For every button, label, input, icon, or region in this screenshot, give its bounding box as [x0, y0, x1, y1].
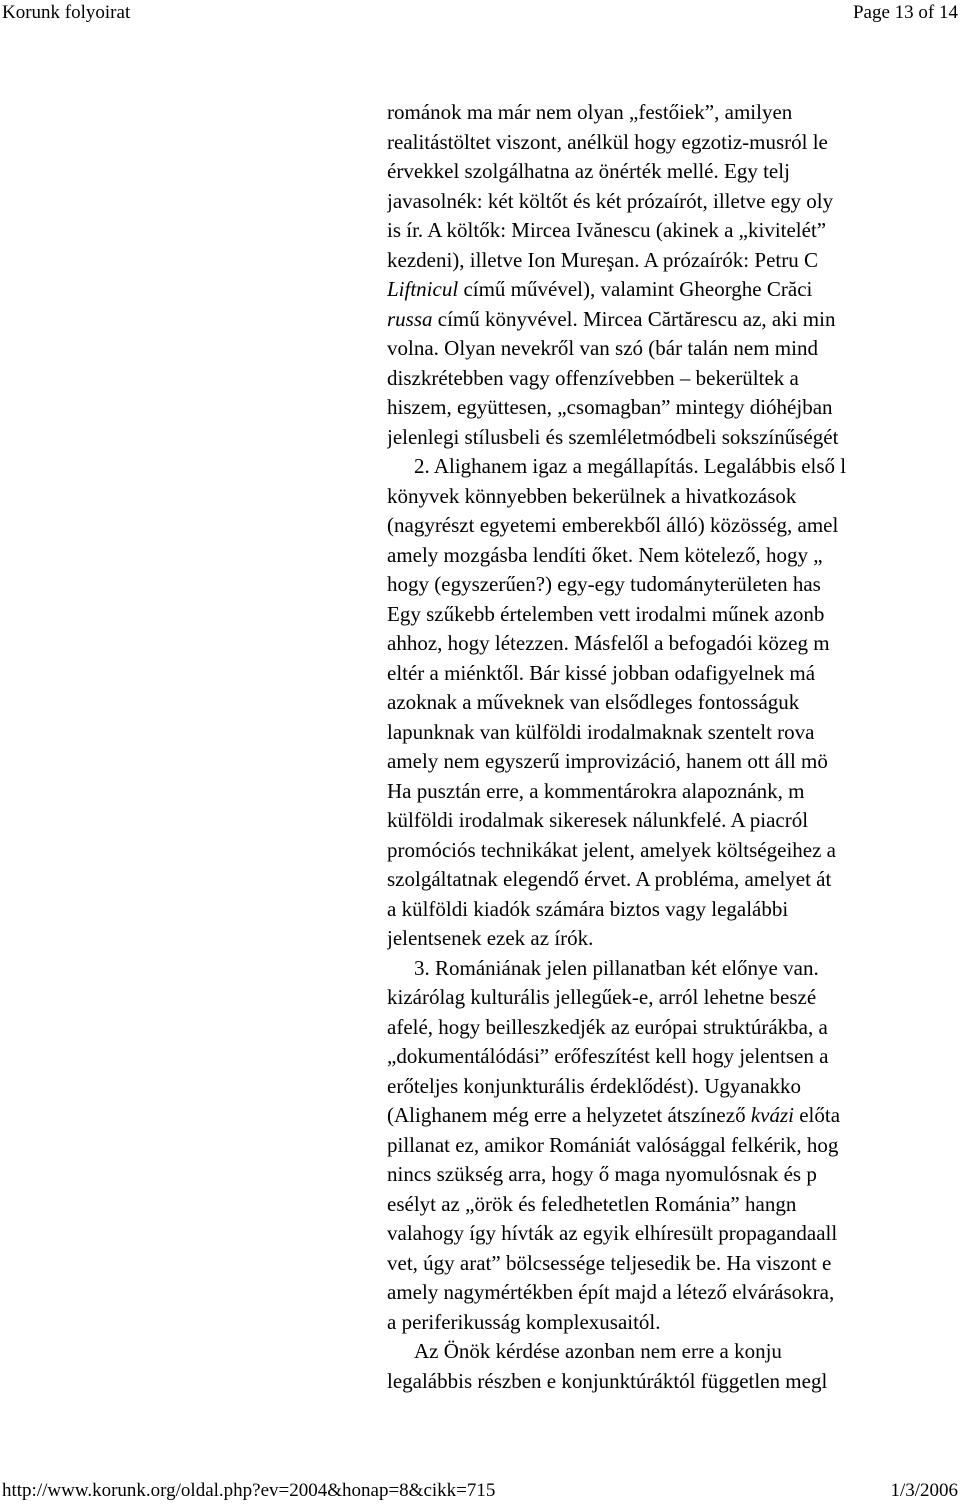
text-segment: legalábbis részben e konjunktúráktól független megl	[387, 1368, 828, 1393]
site-title: Korunk folyoirat	[2, 2, 131, 23]
text-segment: című művével), valamint Gheorghe Crăci	[458, 277, 813, 301]
text-line	[387, 777, 960, 807]
text-segment: valahogy így hívták az egyik elhíresült propagandaall	[387, 1221, 838, 1245]
italic-title: russa	[387, 306, 433, 331]
text-line	[387, 246, 960, 276]
italic-title: kvázi	[750, 1103, 794, 1127]
text-segment: a külföldi kiadók számára biztos vagy legalábbi	[387, 896, 789, 921]
text-line	[387, 806, 960, 836]
text-line	[387, 1367, 960, 1397]
text-segment: (nagyrészt egyetemi emberekből álló) közösség, amel	[387, 513, 839, 537]
text-line	[387, 924, 960, 954]
text-segment: realitástöltet viszont, anélkül hogy egzotiz-musról le	[387, 129, 828, 154]
text-line	[387, 334, 960, 364]
text-segment: erőteljes konjunkturális érdeklődést). Ugyanakko	[387, 1073, 802, 1098]
text-line	[387, 187, 960, 217]
text-line	[387, 718, 960, 748]
text-segment: Egy szűkebb értelemben vett irodalmi műnek azonb	[387, 601, 825, 626]
text-segment: is ír. A költők: Mircea Ivănescu (akinek a „kivitelét”	[387, 218, 827, 242]
text-line	[387, 482, 960, 512]
text-segment: nincs szükség arra, hogy ő maga nyomulósnak és p	[387, 1162, 817, 1186]
text-line	[387, 600, 960, 630]
text-line	[387, 98, 960, 128]
page-indicator: Page 13 of 14	[852, 2, 958, 23]
text-segment: külföldi irodalmak sikeresek nálunkfelé. A piacról	[387, 808, 809, 832]
text-segment: pillanat ez, amikor Romániát valósággal felkérik, hog	[387, 1132, 839, 1157]
text-line	[387, 895, 960, 925]
text-line	[387, 1160, 960, 1190]
text-line	[387, 1219, 960, 1249]
text-line	[387, 1101, 960, 1131]
text-segment: azoknak a műveknek van elsődleges fontosságuk	[387, 690, 800, 714]
text-line	[387, 452, 960, 482]
text-segment: előta	[793, 1103, 841, 1127]
text-segment: a periferikusság komplexusaitól.	[387, 1309, 661, 1334]
text-line	[387, 954, 960, 984]
text-segment: 3. Romániának jelen pillanatban két előnye van.	[414, 955, 819, 980]
text-line	[387, 1249, 960, 1279]
text-line	[387, 511, 960, 541]
text-line	[387, 1337, 960, 1367]
page-header	[0, 0, 960, 26]
text-segment: promóciós technikákat jelent, amelyek költségeihez a	[387, 837, 836, 862]
text-segment: jelentsenek ezek az írók.	[387, 926, 594, 950]
text-line	[387, 541, 960, 571]
text-segment: jelenlegi stílusbeli és szemléletmódbeli sokszínűségét	[387, 424, 839, 449]
text-line	[387, 836, 960, 866]
text-line	[387, 570, 960, 600]
page-url: http://www.korunk.org/oldal.php?ev=2004&honap=8&cikk=715	[2, 1480, 496, 1501]
text-segment: vet, úgy arat” bölcsessége teljesedik be. Ha viszont e	[387, 1250, 832, 1275]
text-line	[387, 1013, 960, 1043]
page-footer	[0, 1478, 960, 1504]
text-line	[387, 364, 960, 394]
text-line	[387, 1072, 960, 1102]
text-segment: kezdeni), illetve Ion Mureşan. A prózaírók: Petru C	[387, 247, 818, 272]
text-segment: szolgáltatnak elegendő érvet. A probléma, amelyet át	[387, 867, 832, 891]
text-segment: románok ma már nem olyan „festőiek”, amilyen	[387, 100, 793, 124]
text-line	[387, 393, 960, 423]
text-segment: lapunknak van külföldi irodalmaknak szentelt rova	[387, 719, 815, 744]
text-segment: volna. Olyan nevekről van szó (bár talán nem mind	[387, 336, 818, 360]
text-segment: eltér a miénktől. Bár kissé jobban odafigyelnek má	[387, 660, 816, 685]
text-segment: című könyvével. Mircea Cărtărescu az, aki min	[432, 306, 836, 331]
text-line	[387, 305, 960, 335]
text-segment: „dokumentálódási” erőfeszítést kell hogy jelentsen a	[387, 1044, 829, 1068]
print-date: 1/3/2006	[890, 1480, 958, 1501]
text-line	[387, 659, 960, 689]
text-line	[387, 865, 960, 895]
text-segment: kizárólag kulturális jellegűek-e, arról lehetne beszé	[387, 985, 817, 1009]
text-segment: ahhoz, hogy létezzen. Másfelől a befogadói közeg m	[387, 631, 830, 655]
text-segment: afelé, hogy beilleszkedjék az európai struktúrákba, a	[387, 1014, 828, 1039]
text-line	[387, 629, 960, 659]
text-segment: könyvek könnyebben bekerülnek a hivatkozások	[387, 483, 797, 508]
text-line	[387, 157, 960, 187]
text-line	[387, 1308, 960, 1338]
text-line	[387, 423, 960, 453]
text-line	[387, 688, 960, 718]
article-body	[387, 98, 960, 1396]
text-segment: 2. Alighanem igaz a megállapítás. Legalábbis első l	[414, 454, 847, 478]
text-segment: Ha pusztán erre, a kommentárokra alapoznánk, m	[387, 778, 805, 803]
text-segment: amely nem egyszerű improvizáció, hanem ott áll mö	[387, 749, 828, 773]
text-line	[387, 1131, 960, 1161]
text-line	[387, 275, 960, 305]
text-segment: hogy (egyszerűen?) egy-egy tudományterületen has	[387, 572, 821, 596]
text-segment: érvekkel szolgálhatna az önérték mellé. Egy telj	[387, 159, 790, 183]
text-line	[387, 1190, 960, 1220]
text-line	[387, 216, 960, 246]
text-segment: javasolnék: két költőt és két prózaírót, illetve egy oly	[387, 188, 834, 213]
text-line	[387, 983, 960, 1013]
text-segment: amely nagymértékben épít majd a létező elvárásokra,	[387, 1280, 835, 1304]
text-segment: Az Önök kérdése azonban nem erre a konju	[414, 1339, 782, 1363]
text-segment: hiszem, együttesen, „csomagban” mintegy dióhéjban	[387, 395, 833, 419]
italic-title: Liftnicul	[387, 277, 459, 301]
text-segment: amely mozgásba lendíti őket. Nem kötelező, hogy „	[387, 542, 823, 567]
text-line	[387, 128, 960, 158]
text-segment: (Alighanem még erre a helyzetet átszínező	[387, 1103, 751, 1127]
text-line	[387, 1042, 960, 1072]
text-line	[387, 1278, 960, 1308]
text-segment: esélyt az „örök és feledhetetlen Románia” hangn	[387, 1191, 797, 1216]
text-segment: diszkrétebben vagy offenzívebben – bekerültek a	[387, 365, 799, 390]
text-line	[387, 747, 960, 777]
